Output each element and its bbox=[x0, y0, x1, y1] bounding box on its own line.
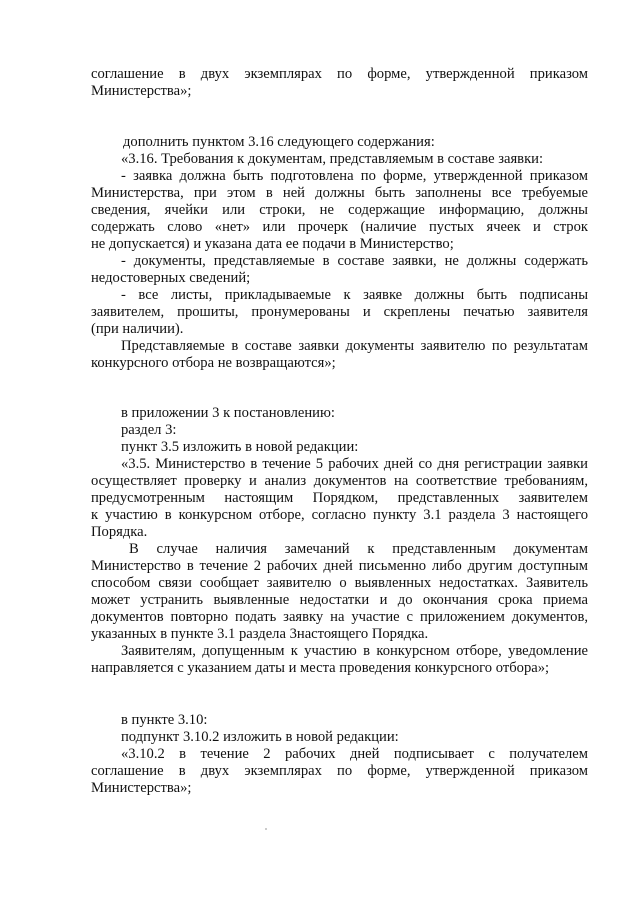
paragraph-line: соглашение в двух экземплярах по форме, утвержденной приказом bbox=[91, 66, 588, 82]
paragraph-line: может устранить выявленные недостатки и до окончания срока приема bbox=[91, 592, 588, 608]
paragraph-line: содержать слово «нет» или прочерк (наличие пустых ячеек и строк bbox=[91, 219, 588, 235]
paragraph-line: способом связи сообщает заявителю о выявленных недостатках. Заявитель bbox=[91, 575, 588, 591]
paragraph-line: к участию в конкурсном отборе, согласно пункту 3.1 раздела 3 настоящего bbox=[91, 507, 588, 523]
paragraph-line: Заявителям, допущенным к участию в конкурсном отборе, уведомление bbox=[121, 643, 588, 659]
paragraph-line: Представляемые в составе заявки документы заявителю по результатам bbox=[121, 338, 588, 354]
paragraph-line: осуществляет проверку и анализ документов на соответствие требованиям, bbox=[91, 473, 588, 489]
paragraph-line: - документы, представляемые в составе заявки, не должны содержать bbox=[121, 253, 588, 269]
paragraph-line: (при наличии). bbox=[91, 321, 184, 337]
paragraph-line: Министерства»; bbox=[91, 83, 192, 99]
paragraph-line: «3.10.2 в течение 2 рабочих дней подписывает с получателем bbox=[121, 746, 588, 762]
paragraph-line: подпункт 3.10.2 изложить в новой редакции: bbox=[121, 729, 399, 745]
paragraph-line: недостоверных сведений; bbox=[91, 270, 251, 286]
paragraph-line: Министерства»; bbox=[91, 780, 192, 796]
paragraph-line: - заявка должна быть подготовлена по форме, утвержденной приказом bbox=[121, 168, 588, 184]
paragraph-line: заявителем, прошиты, пронумерованы и скреплены печатью заявителя bbox=[91, 304, 588, 320]
paragraph-line: Министерства, при этом в ней должны быть заполнены все требуемые bbox=[91, 185, 588, 201]
paragraph-line: в приложении 3 к постановлению: bbox=[121, 405, 335, 421]
paragraph-line: пункт 3.5 изложить в новой редакции: bbox=[121, 439, 359, 455]
scan-speck bbox=[265, 828, 267, 830]
paragraph-line: в пункте 3.10: bbox=[121, 712, 208, 728]
paragraph-line: предусмотренным настоящим Порядком, представленных заявителем bbox=[91, 490, 588, 506]
paragraph-line: сведения, ячейки или строки, не содержащие информацию, должны bbox=[91, 202, 588, 218]
paragraph-line: соглашение в двух экземплярах по форме, утвержденной приказом bbox=[91, 763, 588, 779]
paragraph-line: раздел 3: bbox=[121, 422, 177, 438]
paragraph-line: «3.5. Министерство в течение 5 рабочих дней со дня регистрации заявки bbox=[121, 456, 588, 472]
paragraph-line: «3.16. Требования к документам, представляемым в составе заявки: bbox=[121, 151, 544, 167]
paragraph-line: дополнить пунктом 3.16 следующего содержания: bbox=[123, 134, 435, 150]
paragraph-line: документов повторно подать заявку на участие с приложением документов, bbox=[91, 609, 588, 625]
paragraph-line: указанных в пункте 3.1 раздела 3настоящего Порядка. bbox=[91, 626, 429, 642]
paragraph-line: не допускается) и указана дата ее подачи в Министерство; bbox=[91, 236, 454, 252]
paragraph-line: В случае наличия замечаний к представленным документам bbox=[129, 541, 588, 557]
paragraph-line: Министерство в течение 2 рабочих дней письменно либо другим доступным bbox=[91, 558, 588, 574]
paragraph-line: конкурсного отбора не возвращаются»; bbox=[91, 355, 336, 371]
paragraph-line: направляется с указанием даты и места проведения конкурсного отбора»; bbox=[91, 660, 550, 676]
paragraph-line: Порядка. bbox=[91, 524, 148, 540]
paragraph-line: - все листы, прикладываемые к заявке должны быть подписаны bbox=[121, 287, 588, 303]
